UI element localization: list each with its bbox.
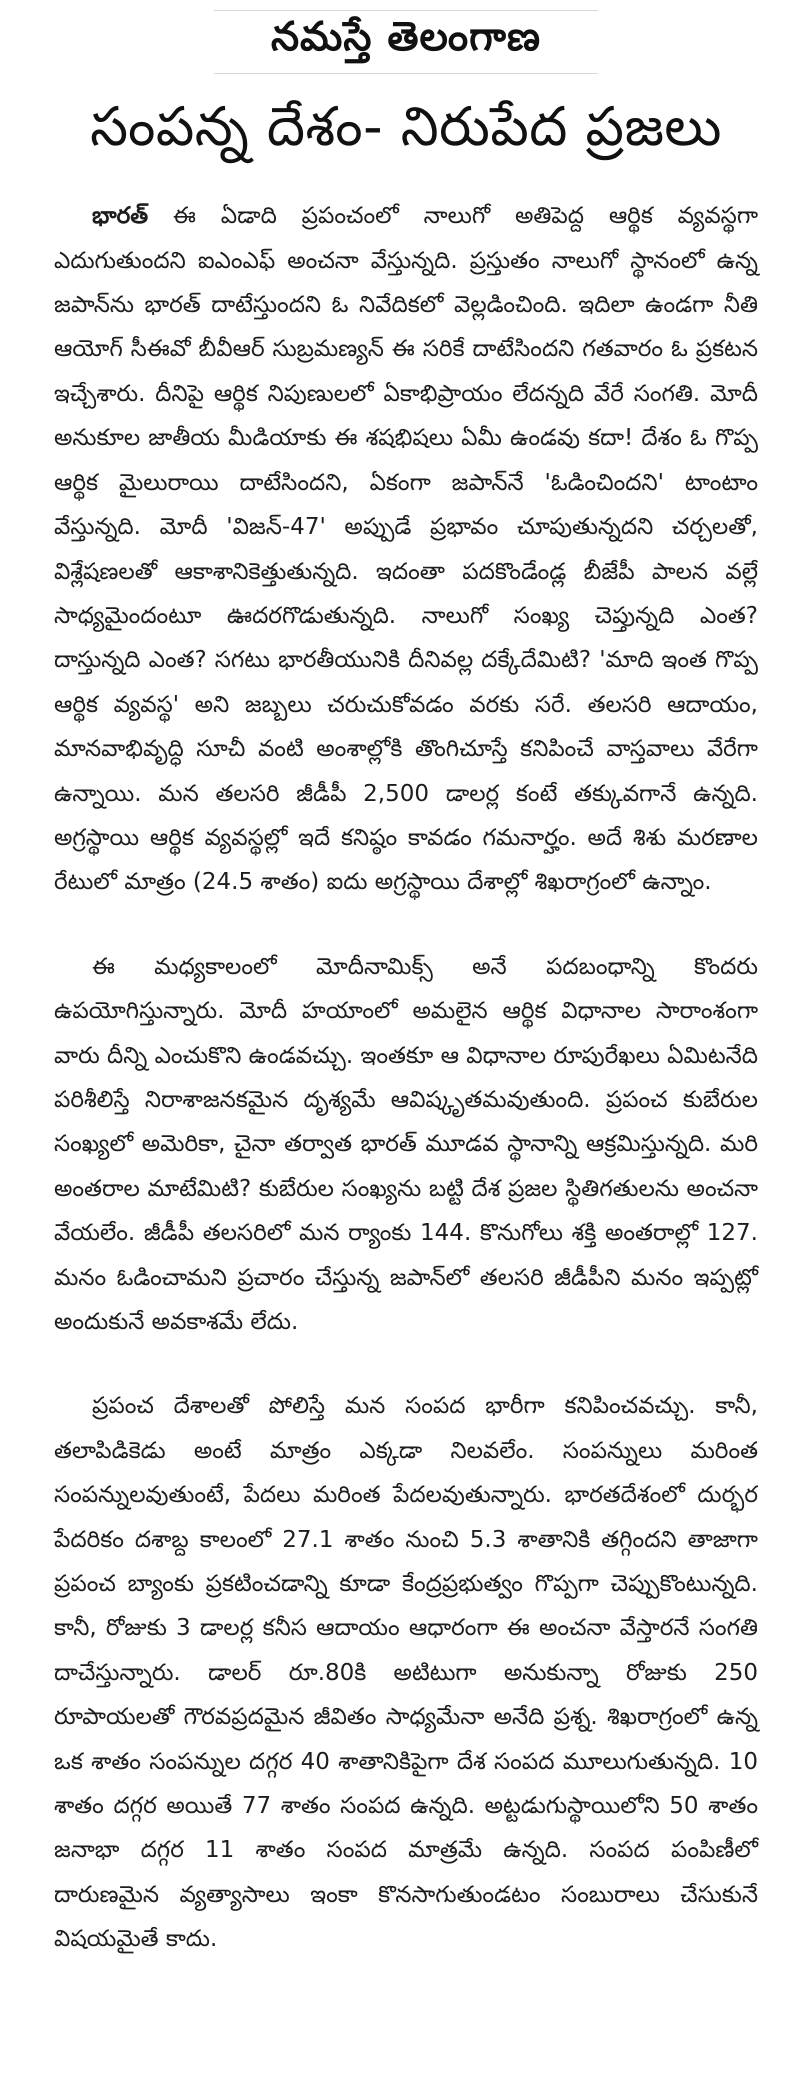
paragraph-1	[54, 194, 758, 905]
article-body	[54, 194, 758, 1961]
lead-word: భారత్	[92, 203, 149, 230]
masthead	[214, 10, 598, 74]
paragraph-3: ప్రపంచ దేశాలతో పోలిస్తే మన సంపద భారీగా కనిపించవచ్చు. కానీ, తలాపిడికెడు అంటే మాత్రం ఎక్కడా నిలవలేం. సంపన్నులు మరింత సంపన్నులవుతుంటే, పేదలు మరింత పేదలవుతున్నారు. భారతదేశంలో దుర్భర పేదరికం దశాబ్ద కాలంలో 27.1 శాతం నుంచి 5.3 శాతానికి తగ్గిందని తాజాగా ప్రపంచ బ్యాంకు ప్రకటించడాన్ని కూడా కేంద్రప్రభుత్వం గొప్పగా చెప్పుకొంటున్నది. కానీ, రోజుకు 3 డాలర్ల కనీస ఆదాయం ఆధారంగా ఈ అంచనా వేస్తారనే సంగతి దాచేస్తున్నారు. డాలర్ రూ.80కి అటిటుగా అనుకున్నా రోజుకు 250 రూపాయలతో గౌరవప్రదమైన జీవితం సాధ్యమేనా అనేది ప్రశ్న. శిఖరాగ్రంలో ఉన్న ఒక శాతం సంపన్నుల దగ్గర 40 శాతానికిపైగా దేశ సంపద మూలుగుతున్నది. 10 శాతం దగ్గర అయితే 77 శాతం సంపద ఉన్నది. అట్టడుగుస్థాయిలోని 50 శాతం జనాభా దగ్గర 11 శాతం సంపద మాత్రమే ఉన్నది. సంపద పంపిణీలో దారుణమైన వ్యత్యాసాలు ఇంకా కొనసాగుతుండటం సంబురాలు చేసుకునే విషయమైతే కాదు.	[54, 1393, 758, 1953]
paragraph-2: ఈ మధ్యకాలంలో మోదీనామిక్స్ అనే పదబంధాన్ని కొందరు ఉపయోగిస్తున్నారు. మోదీ హయాంలో అమలైన ఆర్థిక విధానాల సారాంశంగా వారు దీన్ని ఎంచుకొని ఉండవచ్చు. ఇంతకూ ఆ విధానాల రూపురేఖలు ఏమిటనేది పరిశీలిస్తే నిరాశాజనకమైన దృశ్యమే ఆవిష్కృతమవుతుంది. ప్రపంచ కుబేరుల సంఖ్యలో అమెరికా, చైనా తర్వాత భారత్ మూడవ స్థానాన్ని ఆక్రమిస్తున్నది. మరి అంతరాల మాటేమిటి? కుబేరుల సంఖ్యను బట్టి దేశ ప్రజల స్థితిగతులను అంచనా వేయలేం. జీడీపీ తలసరిలో మన ర్యాంకు 144. కొనుగోలు శక్తి అంతరాల్లో 127. మనం ఓడించామని ప్రచారం చేస్తున్న జపాన్‌లో తలసరి జీడీపీని మనం ఇప్పట్లో అందుకునే అవకాశమే లేదు.	[54, 953, 758, 1336]
article-headline: సంపన్న దేశం- నిరుపేద ప్రజలు	[90, 95, 722, 158]
paragraph-1-text: ఈ ఏడాది ప్రపంచంలో నాలుగో అతిపెద్ద ఆర్థిక వ్యవస్థగా ఎదుగుతుందని ఐఎంఎఫ్ అంచనా వేస్తున్నది. ప్రస్తుతం నాలుగో స్థానంలో ఉన్న జపాన్‌ను భారత్ దాటేస్తుందని ఓ నివేదికలో వెల్లడించింది. ఇదిలా ఉండగా నీతి ఆయోగ్ సీఈవో బీవీఆర్ సుబ్రమణ్యన్ ఈ సరికే దాటేసిందని గతవారం ఓ ప్రకటన ఇచ్చేశారు. దీనిపై ఆర్థిక నిపుణులలో ఏకాభిప్రాయం లేదన్నది వేరే సంగతి. మోదీ అనుకూల జాతీయ మీడియాకు ఈ శషభిషలు ఏమీ ఉండవు కదా! దేశం ఓ గొప్ప ఆర్థిక మైలురాయి దాటేసిందని, ఏకంగా జపాన్‌నే 'ఓడించిందని' టాంటాం వేస్తున్నది. మోదీ 'విజన్-47' అప్పుడే ప్రభావం చూపుతున్నదని చర్చలతో, విశ్లేషణలతో ఆకాశానికెత్తుతున్నది. ఇదంతా పదకొండేండ్ల బీజేపీ పాలన వల్లే సాధ్యమైందంటూ ఊదరగొడుతున్నది. నాలుగో సంఖ్య చెప్తున్నది ఎంత? దాస్తున్నది ఎంత? సగటు భారతీయునికి దీనివల్ల దక్కేదేమిటి? 'మాది ఇంత గొప్ప ఆర్థిక వ్యవస్థ' అని జబ్బలు చరుచుకోవడం వరకు సరే. తలసరి ఆదాయం, మానవాభివృద్ధి సూచీ వంటి అంశాల్లోకి తొంగిచూస్తే కనిపించే వాస్తవాలు వేరేగా ఉన్నాయి. మన తలసరి జీడీపీ 2,500 డాలర్ల కంటే తక్కువగానే ఉన్నది. అగ్రస్థాయి ఆర్థిక వ్యవస్థల్లో ఇదే కనిష్ఠం కావడం గమనార్హం. అదే శిశు మరణాల రేటులో మాత్రం (24.5 శాతం) ఐదు అగ్రస్థాయి దేశాల్లో శిఖరాగ్రంలో ఉన్నాం.	[54, 203, 758, 896]
masthead-title: నమస్తే తెలంగాణ	[270, 14, 542, 60]
